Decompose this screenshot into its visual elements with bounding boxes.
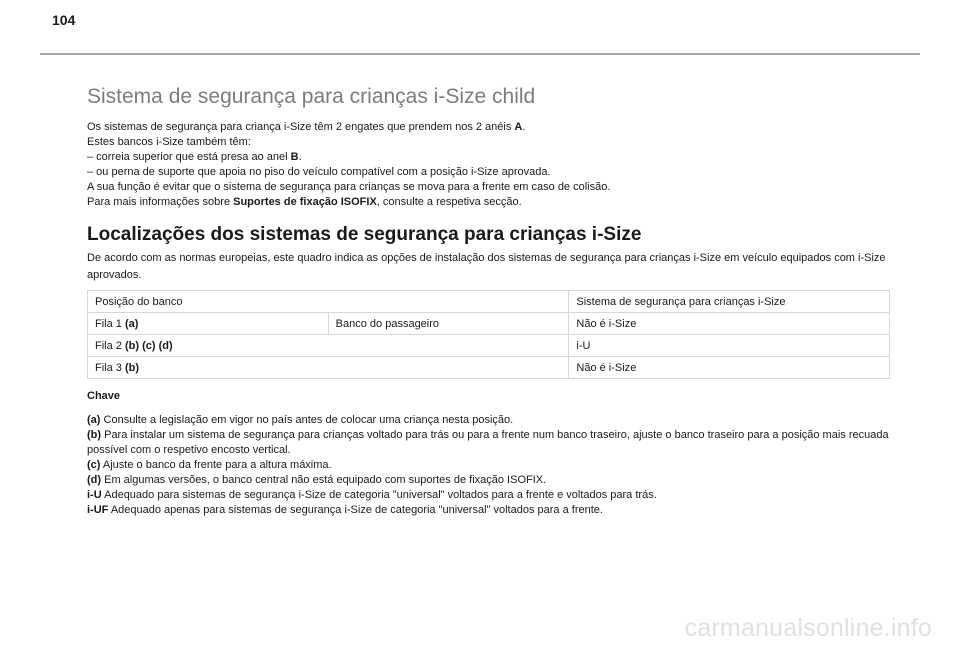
- table-header-row: [88, 291, 890, 313]
- intro-line-3: [87, 150, 892, 165]
- key-text: Em algumas versões, o banco central não está equipado com suportes de fixação ISOFIX.: [101, 474, 547, 486]
- intro-line-3-text: – correia superior que está presa ao anel: [87, 151, 291, 163]
- row2-label-note: (b) (c) (d): [124, 339, 173, 352]
- ring-a-label: A: [514, 121, 523, 133]
- row3-label: [88, 357, 569, 379]
- intro-line-6: [87, 195, 892, 210]
- key-list: [87, 413, 892, 518]
- intro-line-5: A sua função é evitar que o sistema de segurança para crianças se mova para a frente em caso de colisão.: [87, 181, 611, 193]
- intro-line-6-text: Para mais informações sobre: [87, 196, 234, 208]
- row3-label-note: (b): [124, 361, 140, 374]
- key-text: Para instalar um sistema de segurança para crianças voltado para trás ou para a frente num banco traseiro, ajuste o banco traseiro para a posição mais recuada possível com o respetivo encosto vertical.: [87, 429, 889, 456]
- row3-label-text: Fila 3: [95, 361, 125, 374]
- key-marker: i-U: [87, 489, 102, 501]
- key-text: Ajuste o banco da frente para a altura máxima.: [100, 459, 332, 471]
- section-title: Localizações dos sistemas de segurança para crianças i-Size: [87, 224, 642, 245]
- list-item: [87, 428, 892, 458]
- row2-value: i-U: [569, 335, 890, 357]
- list-item: [87, 413, 892, 428]
- key-text: Adequado para sistemas de segurança i-Size de categoria "universal" voltados para a frente e voltados para trás.: [101, 489, 657, 501]
- key-marker: (d): [87, 474, 102, 486]
- header-isize-system: Sistema de segurança para crianças i-Size: [569, 291, 890, 313]
- section-intro: De acordo com as normas europeias, este quadro indica as opções de instalação dos sistemas de segurança para crianças i-Size em veículo equipados com i-Size aprovados.: [87, 252, 886, 281]
- table-row: [88, 313, 890, 335]
- intro-line-3-end: .: [298, 151, 302, 163]
- intro-line-1-end: .: [522, 121, 526, 133]
- table-row: [88, 335, 890, 357]
- seat-positions-table: [87, 290, 890, 379]
- page-title: Sistema de segurança para crianças i-Size child: [87, 85, 536, 108]
- key-title: Chave: [87, 390, 121, 402]
- key-text: Consulte a legislação em vigor no país antes de colocar uma criança nesta posição.: [100, 414, 514, 426]
- list-item: [87, 473, 892, 488]
- header-seat-position: Posição do banco: [88, 291, 569, 313]
- row1-label-note: (a): [124, 317, 139, 330]
- table-row: [88, 357, 890, 379]
- key-marker: (a): [87, 414, 101, 426]
- list-item: [87, 503, 892, 518]
- intro-line-4: – ou perna de suporte que apoia no piso do veículo compatível com a posição i-Size aprovada.: [87, 166, 551, 178]
- list-item: [87, 488, 892, 503]
- intro-block: [87, 120, 892, 210]
- header-divider: [40, 53, 920, 55]
- row1-value: Não é i-Size: [569, 313, 890, 335]
- row2-label: [88, 335, 569, 357]
- intro-line-1: [87, 120, 892, 135]
- row1-sub: Banco do passageiro: [328, 313, 569, 335]
- row2-label-text: Fila 2: [95, 339, 125, 352]
- intro-line-1-text: Os sistemas de segurança para criança i-Size têm 2 engates que prendem nos 2 anéis: [87, 121, 515, 133]
- list-item: [87, 458, 892, 473]
- ring-b-label: B: [290, 151, 299, 163]
- watermark: carmanualsonline.info: [684, 614, 932, 642]
- isofix-reference: Suportes de fixação ISOFIX: [233, 196, 377, 208]
- row1-label: [88, 313, 329, 335]
- intro-line-6-end: , consulte a respetiva secção.: [376, 196, 522, 208]
- key-marker: i-UF: [87, 504, 109, 516]
- intro-line-2: Estes bancos i-Size também têm:: [87, 136, 251, 148]
- key-marker: (b): [87, 429, 102, 441]
- page-content: [87, 84, 892, 518]
- key-text: Adequado apenas para sistemas de segurança i-Size de categoria "universal" voltados para a frente.: [108, 504, 603, 516]
- row1-label-text: Fila 1: [95, 317, 125, 330]
- page-number: 104: [52, 12, 76, 28]
- row3-value: Não é i-Size: [569, 357, 890, 379]
- key-marker: (c): [87, 459, 101, 471]
